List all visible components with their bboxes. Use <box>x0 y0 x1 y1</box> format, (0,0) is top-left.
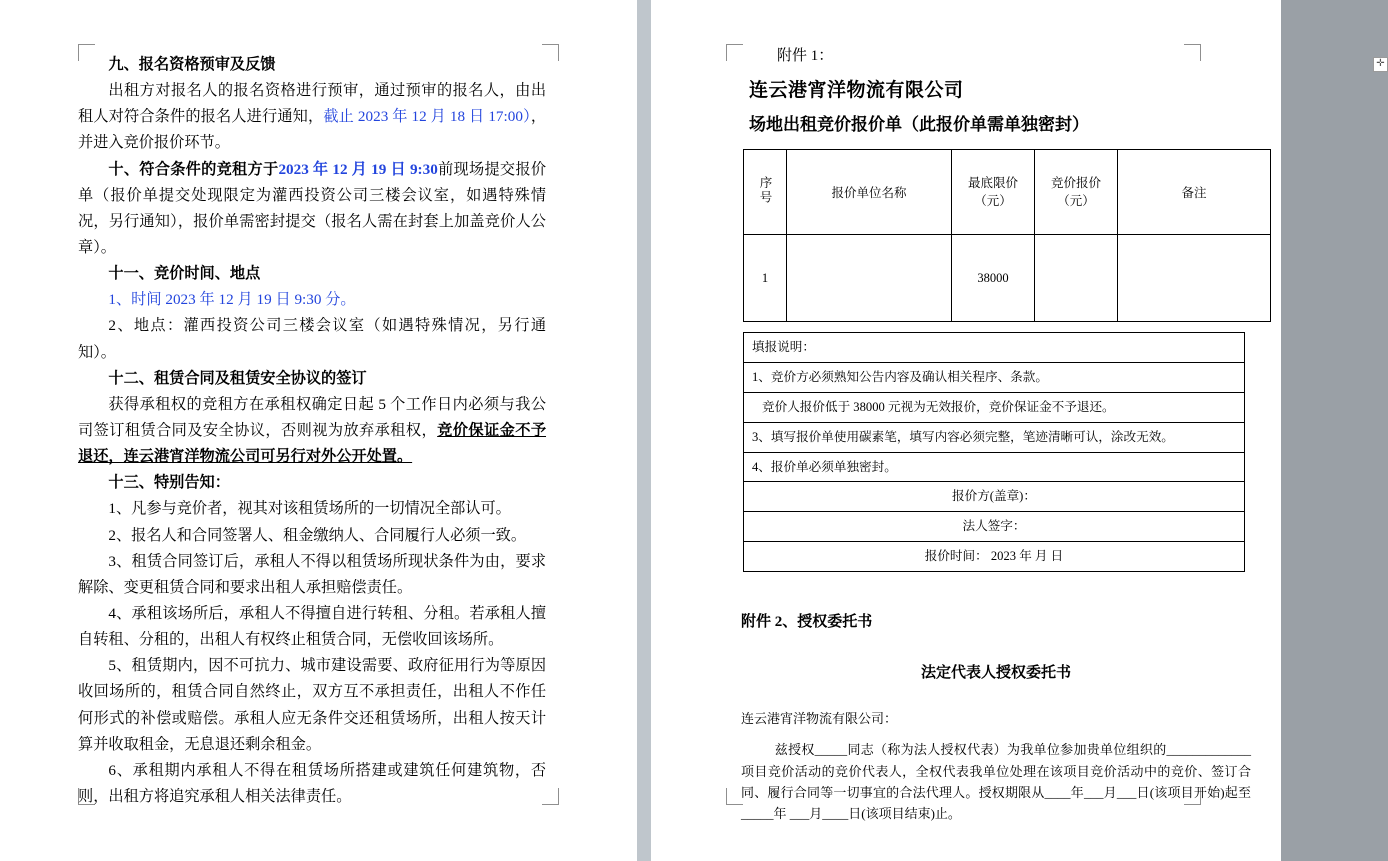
form-title: 场地出租竞价报价单（此报价单需单独密封） <box>749 115 1089 134</box>
cell-min-price: 38000 <box>952 235 1035 322</box>
notes-item-row-3 <box>744 422 1245 452</box>
header-no-text: 序号 <box>758 175 772 205</box>
signature-party-label: 报价方(盖章)： <box>744 482 1245 512</box>
notes-item-row-2 <box>744 392 1245 422</box>
bid-form-table <box>743 149 1271 322</box>
para10-run1: 十、符合条件的竞租方于 <box>108 160 279 178</box>
attachment-1-label: 附件 1： <box>777 48 834 64</box>
page-gutter <box>637 0 651 861</box>
para12-run2-emphasis: 竞价保证金不予退还，连云港宵洋物流公司可另行对外公开处置。 <box>78 421 547 466</box>
attachment-2-label: 附件 2、授权委托书 <box>741 614 873 631</box>
cell-bid-price[interactable] <box>1035 235 1118 322</box>
power-of-attorney-addressee: 连云港宵洋物流有限公司： <box>741 711 898 727</box>
company-name: 连云港宵洋物流有限公司 <box>749 80 964 101</box>
para10-run3: 前现场提交报价单（报价单提交处现限定为灌西投资公司三楼会议室，如遇特殊情况，另行通知），报价单需密封提交（报名人需在封套上加盖竞价人公章）。 <box>78 160 547 256</box>
header-cell-min-price <box>952 150 1035 235</box>
power-of-attorney-title: 法定代表人授权委托书 <box>920 665 1071 682</box>
header-cell-note: 备注 <box>1118 150 1271 235</box>
paragraph-13-5: 5、租赁期内，因不可抗力、城市建设需要、政府征用行为等原因收回场所的，租赁合同自然终止，双方互不承担责任，出租人不作任何形式的补偿或赔偿。承租人应无条件交还租赁场所，出租人按天计算并收取租金，无息退还剩余租金。 <box>78 657 546 753</box>
signature-legal-label: 法人签字： <box>744 512 1245 542</box>
paragraph-section-12 <box>78 392 546 470</box>
paragraph-13-2: 2、报名人和合同签署人、租金缴纳人、合同履行人必须一致。 <box>108 526 527 544</box>
bid-date-row <box>744 542 1245 572</box>
heading-section-10 <box>78 157 546 262</box>
bid-date-line: 报价时间： 2023 年 月 日 <box>744 542 1245 572</box>
header-bid-line2: （元） <box>1057 194 1095 208</box>
header-min-line1: 最底限价 <box>967 175 1018 190</box>
notes-item-4: 4、报价单必须单独密封。 <box>744 452 1245 482</box>
left-page-text <box>78 52 546 810</box>
table-row <box>744 235 1271 322</box>
cell-row-no: 1 <box>744 235 787 322</box>
power-of-attorney-body: 兹授权_____同志（称为法人授权代表）为我单位参加贵单位组织的_____________项目竞价活动的竞价代表人，全权代表我单位处理在该项目竞价活动中的竞价、签订合同、履行合同等一切事宜的合法代理人。授权期限从____年___月___日(该项目开始)起至_____年 ___月____日(该项目结束)止。 <box>741 742 1251 822</box>
heading-section-11: 十一、竞价时间、地点 <box>108 265 261 283</box>
para12-run1: 获得承租权的竞租方在承租权确定日起 5 个工作日内必须与我公司签订租赁合同及安全协议，否则视为放弃承租权， <box>78 395 546 439</box>
header-cell-bid-price <box>1035 150 1118 235</box>
para9-run1: 出租方对报名人的报名资格进行预审，通过预审的报名人，由出租人对符合条件的报名人进行通知， <box>78 82 546 126</box>
header-min-line2: （元） <box>974 194 1012 208</box>
header-cell-name: 报价单位名称 <box>787 150 952 235</box>
notes-title-row <box>744 333 1245 363</box>
notes-item-row-4 <box>744 452 1245 482</box>
para9-run2-deadline: 截止 2023 年 12 月 18 日 17:00） <box>323 108 531 126</box>
cell-unit-name[interactable] <box>787 235 952 322</box>
header-cell-no <box>744 150 787 235</box>
notes-item-2: 竞价人报价低于 38000 元视为无效报价，竞价保证金不予退还。 <box>744 392 1245 422</box>
page-left <box>0 0 637 861</box>
paragraph-11-2-place: 2、地点：灌西投资公司三楼会议室（如遇特殊情况，另行通知）。 <box>78 317 546 361</box>
heading-section-13: 十三、特别告知： <box>108 474 230 492</box>
heading-section-12: 十二、租赁合同及租赁安全协议的签订 <box>108 369 367 387</box>
paragraph-11-1-time: 1、时间 2023 年 12 月 19 日 9:30 分。 <box>108 291 356 309</box>
notes-table <box>743 332 1245 572</box>
paragraph-13-3: 3、租赁合同签订后，承租人不得以租赁场所现状条件为由，要求解除、变更租赁合同和要求出租人承担赔偿责任。 <box>78 552 546 596</box>
cell-note[interactable] <box>1118 235 1271 322</box>
right-page-text <box>741 44 1251 825</box>
notes-item-row-1 <box>744 362 1245 392</box>
header-bid-line1: 竞价报价 <box>1050 175 1101 190</box>
signature-legal-row <box>744 512 1245 542</box>
paragraph-13-6: 6、承租期内承租人不得在租赁场所搭建或建筑任何建筑物，否则，出租方将追究承租人相关法律责任。 <box>78 761 546 805</box>
para10-run2-datetime: 2023 年 12 月 19 日 9:30 <box>278 160 438 178</box>
page-right <box>651 0 1385 861</box>
notes-item-1: 1、竞价方必须熟知公告内容及确认相关程序、条款。 <box>744 362 1245 392</box>
signature-party-row <box>744 482 1245 512</box>
notes-item-3: 3、填写报价单使用碳素笔，填写内容必须完整，笔迹清晰可认，涂改无效。 <box>744 422 1245 452</box>
paragraph-13-4: 4、承租该场所后，承租人不得擅自进行转租、分租。若承租人擅自转租、分租的，出租人有权终止租赁合同，无偿收回该场所。 <box>78 604 546 649</box>
table-header-row <box>744 150 1271 235</box>
heading-section-9: 九、报名资格预审及反馈 <box>108 56 276 73</box>
paragraph-section-9 <box>78 78 546 156</box>
paragraph-13-1: 1、凡参与竞价者，视其对该租赁场所的一切情况全部认可。 <box>108 500 511 518</box>
notes-title: 填报说明： <box>744 333 1245 363</box>
move-handle-icon[interactable]: ✛ <box>1373 57 1388 72</box>
para9-run3: ，并进入竞价报价环节。 <box>78 108 546 152</box>
